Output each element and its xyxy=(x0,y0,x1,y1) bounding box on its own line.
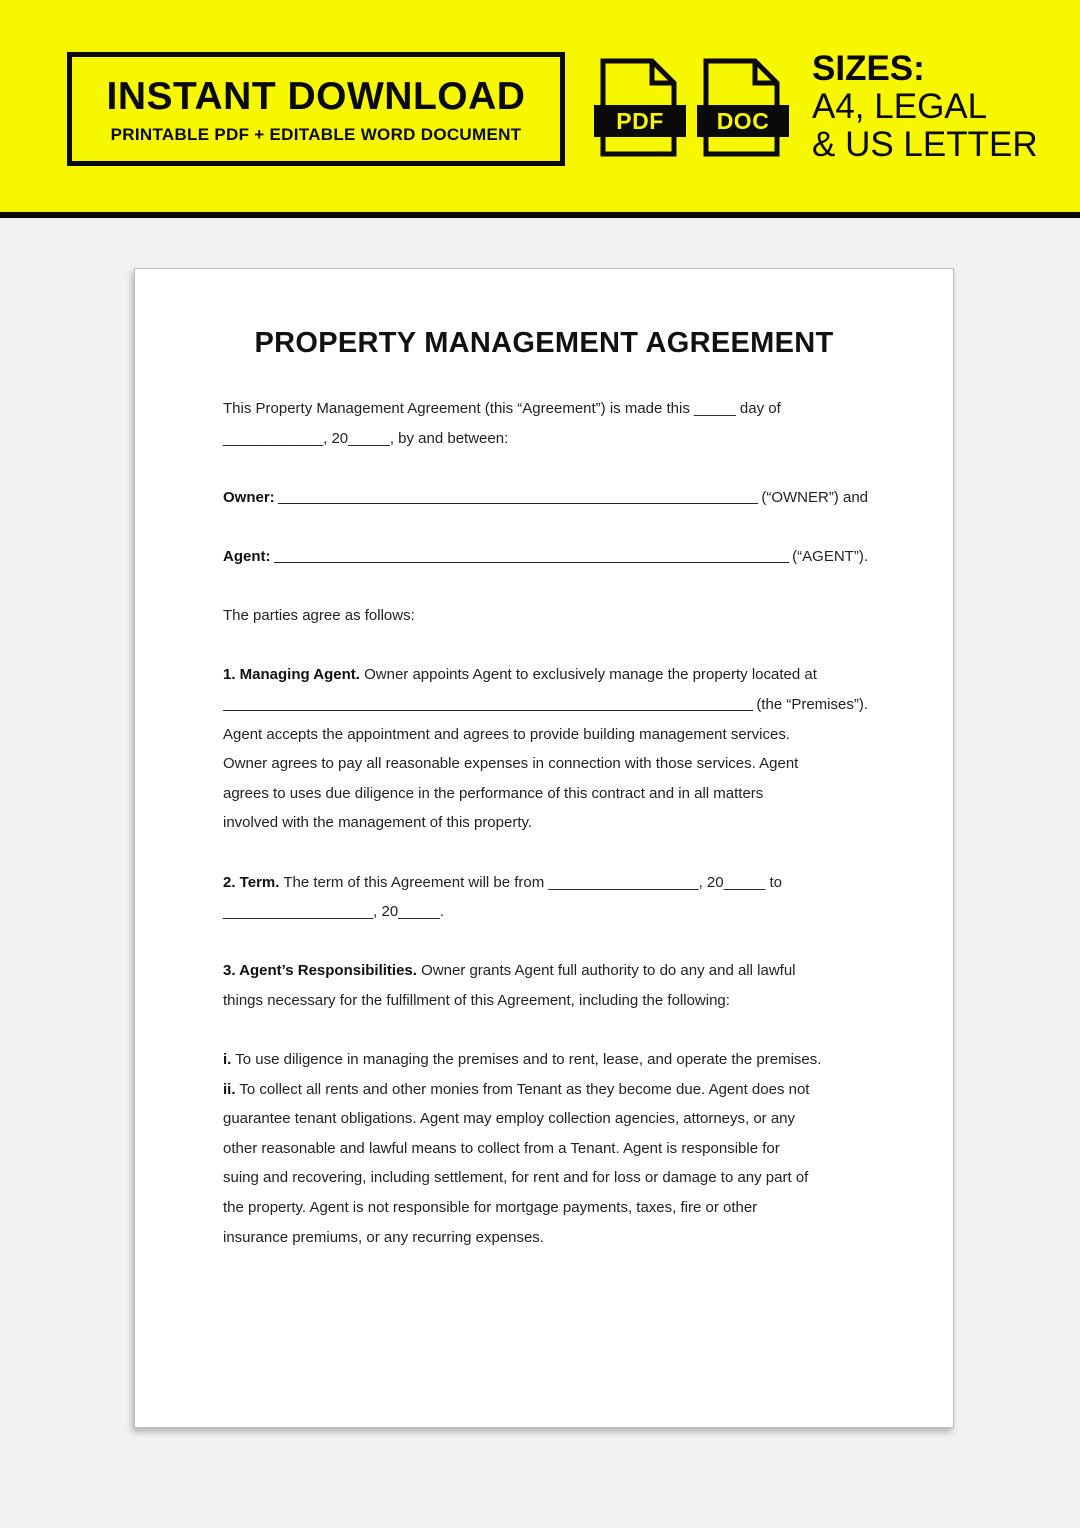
owner-blank xyxy=(278,483,759,504)
document-page xyxy=(134,268,954,1428)
section-1-line-5: agrees to uses due diligence in the performance of this contract and in all matters xyxy=(223,784,764,802)
item-i-text: To use diligence in managing the premises and to rent, lease, and operate the premises. xyxy=(231,1051,822,1069)
intro-line-1: This Property Management Agreement (this “Agreement”) is made this _____ day of xyxy=(223,400,781,417)
premises-blank xyxy=(223,690,753,711)
item-ii-line-2: guarantee tenant obligations. Agent may employ collection agencies, attorneys, or any xyxy=(223,1110,796,1128)
section-1-line-4: Owner agrees to pay all reasonable expenses in connection with those services. Agent xyxy=(223,755,799,773)
doc-file-icon xyxy=(697,58,793,158)
download-title: INSTANT DOWNLOAD xyxy=(106,75,526,118)
owner-label: Owner: xyxy=(223,488,275,506)
section-1-text-1: Owner appoints Agent to exclusively manage the property located at xyxy=(359,666,817,684)
section-3-line-2: things necessary for the fulfillment of this Agreement, including the following: xyxy=(223,991,730,1009)
sizes-heading: SIZES: xyxy=(812,49,925,88)
instant-download-box xyxy=(67,52,565,166)
section-1-line-3: Agent accepts the appointment and agrees to provide building management services. xyxy=(223,725,791,743)
doc-label: DOC xyxy=(697,105,789,137)
agent-blank xyxy=(274,542,790,563)
pdf-file-icon xyxy=(594,58,690,158)
agent-line xyxy=(223,542,868,572)
section-2-line-2: __________________, 20_____. xyxy=(223,903,445,921)
item-ii-text-1: To collect all rents and other monies from Tenant as they become due. Agent does not xyxy=(235,1080,810,1098)
agent-label: Agent: xyxy=(223,547,271,565)
section-2-line-1 xyxy=(223,868,873,898)
premises-suffix: (the “Premises”). xyxy=(756,695,868,713)
section-1-heading: 1. Managing Agent. xyxy=(223,666,360,684)
section-2-text-1: The term of this Agreement will be from __________________, 20_____ to xyxy=(279,873,782,891)
premises-line xyxy=(223,690,868,720)
item-ii-label: ii. xyxy=(223,1080,236,1098)
section-3-heading: 3. Agent’s Responsibilities. xyxy=(223,962,417,980)
item-ii-line-1 xyxy=(223,1075,873,1105)
intro-line-2: ____________, 20_____, by and between: xyxy=(223,429,509,447)
item-i-label: i. xyxy=(223,1051,232,1069)
owner-suffix: (“OWNER”) and xyxy=(761,488,868,506)
item-i xyxy=(223,1045,873,1075)
document-title: PROPERTY MANAGEMENT AGREEMENT xyxy=(254,327,834,359)
sizes-info xyxy=(812,50,1074,164)
section-1-line-1 xyxy=(223,660,873,690)
banner-divider xyxy=(0,212,1080,218)
document-body xyxy=(223,394,873,1252)
parties-agree: The parties agree as follows: xyxy=(223,607,415,625)
section-3-line-1 xyxy=(223,956,873,986)
owner-line xyxy=(223,483,868,513)
download-subtitle: PRINTABLE PDF + EDITABLE WORD DOCUMENT xyxy=(110,125,522,144)
promo-banner xyxy=(0,0,1080,212)
agent-suffix: (“AGENT”). xyxy=(792,547,868,565)
section-1-line-6: involved with the management of this property. xyxy=(223,814,533,832)
section-3-text-1: Owner grants Agent full authority to do any and all lawful xyxy=(416,962,796,980)
item-ii-line-6: insurance premiums, or any recurring expenses. xyxy=(223,1228,544,1246)
pdf-label: PDF xyxy=(594,105,686,137)
item-ii-line-4: suing and recovering, including settlement, for rent and for loss or damage to any part of xyxy=(223,1169,809,1187)
section-2-heading: 2. Term. xyxy=(223,873,280,891)
item-ii-line-3: other reasonable and lawful means to collect from a Tenant. Agent is responsible for xyxy=(223,1139,780,1157)
sizes-line-2: & US LETTER xyxy=(812,125,1038,164)
item-ii-line-5: the property. Agent is not responsible for mortgage payments, taxes, fire or other xyxy=(223,1199,758,1217)
sizes-line-1: A4, LEGAL xyxy=(812,87,988,126)
